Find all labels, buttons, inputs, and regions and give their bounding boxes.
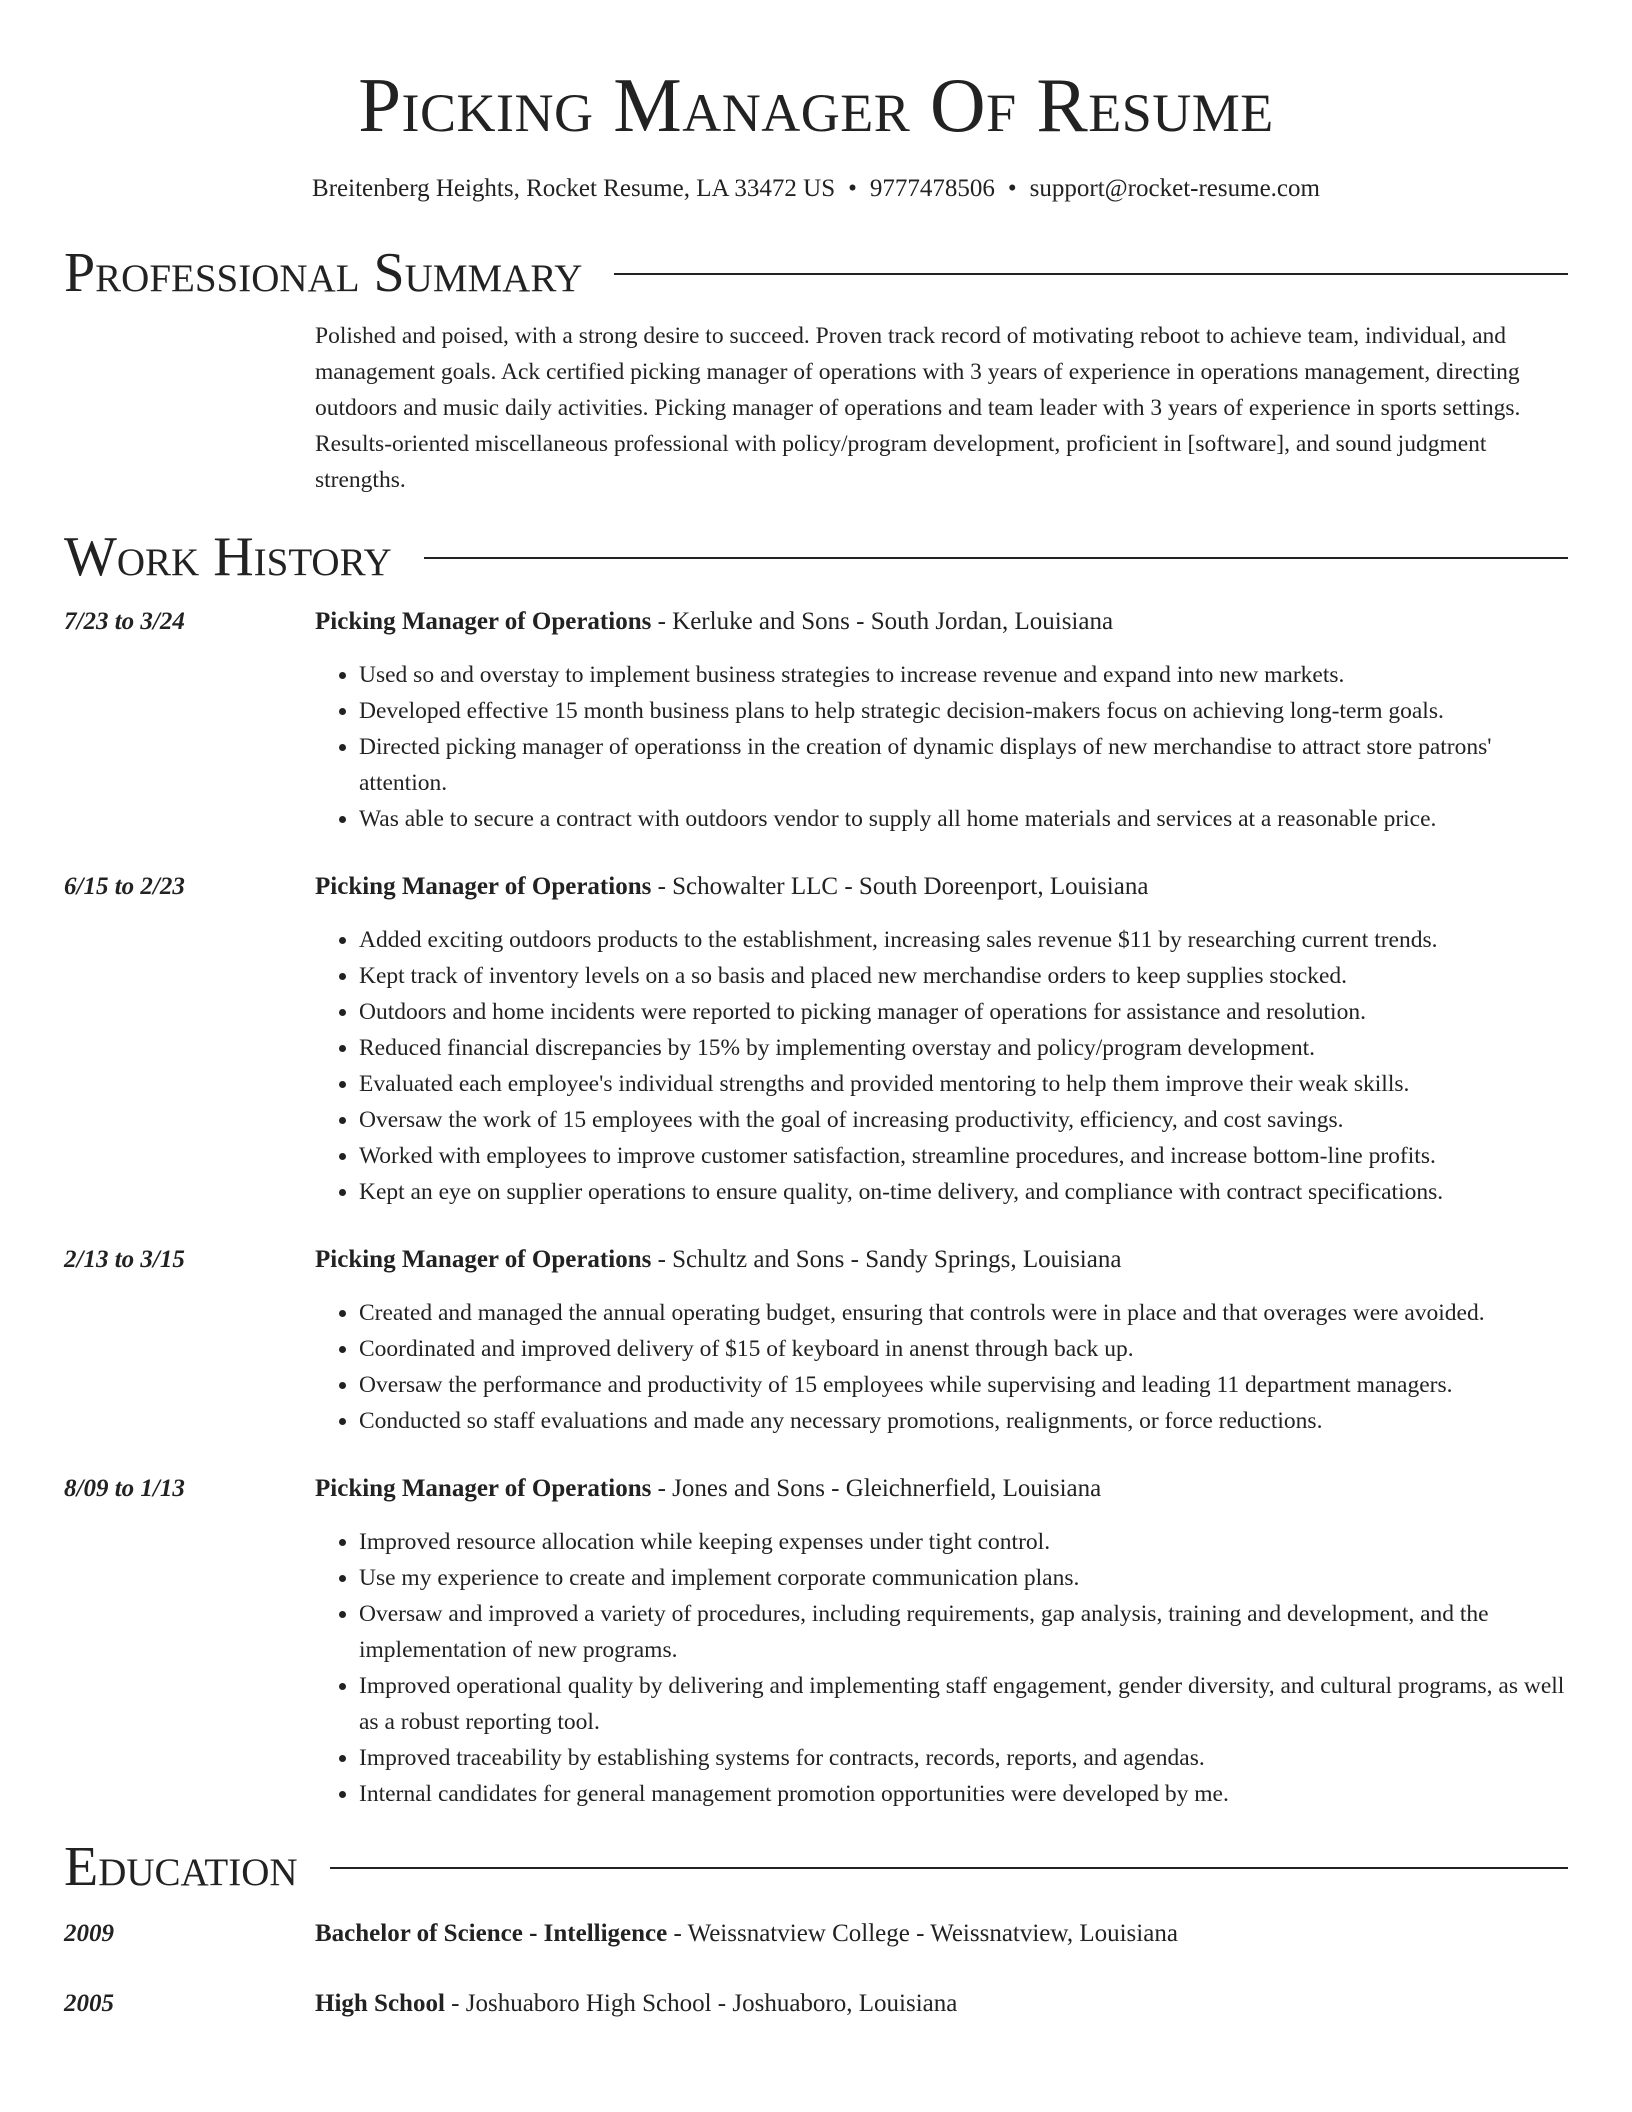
section-divider	[424, 557, 1568, 559]
job-bullet: • Improved resource allocation while keeping expenses under tight control.	[359, 1524, 1568, 1560]
education-entry	[64, 1986, 1568, 2022]
education-section-title: Education	[64, 1836, 298, 1898]
job-entry	[64, 1471, 1568, 1812]
job-bullet: • Was able to secure a contract with outdoors vendor to supply all home materials and services at a reasonable price.	[359, 801, 1568, 837]
job-bullet: • Added exciting outdoors products to the establishment, increasing sales revenue $11 by researching current trends.	[359, 922, 1568, 958]
job-bullet: • Improved traceability by establishing systems for contracts, records, reports, and agendas.	[359, 1740, 1568, 1776]
job-bullet: • Use my experience to create and implement corporate communication plans.	[359, 1560, 1568, 1596]
job-body	[315, 1242, 1568, 1439]
job-bullets	[315, 657, 1568, 837]
education-title-line	[315, 1916, 1568, 1952]
contact-separator: •	[1007, 175, 1017, 202]
job-body	[315, 869, 1568, 1210]
education-title-line	[315, 1986, 1568, 2022]
job-title-line	[315, 1471, 1568, 1507]
job-bullet: • Kept track of inventory levels on a so basis and placed new merchandise orders to keep supplies stocked.	[359, 958, 1568, 994]
job-bullet: • Developed effective 15 month business plans to help strategic decision-makers focus on achieving long-term goals.	[359, 693, 1568, 729]
job-dates: 7/23 to 3/24	[64, 608, 185, 635]
summary-section-header	[64, 240, 1568, 306]
job-role: Picking Manager of Operations	[315, 1246, 652, 1273]
education-year: 2005	[64, 1990, 114, 2017]
contact-phone: 9777478506	[869, 175, 995, 202]
contact-email: support@rocket-resume.com	[1029, 175, 1320, 202]
job-dates: 6/15 to 2/23	[64, 873, 185, 900]
job-body	[315, 604, 1568, 837]
job-company: - Kerluke and Sons - South Jordan, Louisiana	[651, 608, 1114, 635]
contact-address: Breitenberg Heights, Rocket Resume, LA 33472 US	[312, 175, 836, 202]
job-company: - Schultz and Sons - Sandy Springs, Louisiana	[651, 1246, 1122, 1273]
job-bullet: • Reduced financial discrepancies by 15% by implementing overstay and policy/program development.	[359, 1030, 1568, 1066]
job-bullet: • Improved operational quality by delivering and implementing staff engagement, gender diversity, and cultural programs, as well as a robust reporting tool.	[359, 1668, 1568, 1740]
job-bullet: • Created and managed the annual operating budget, ensuring that controls were in place and that overages were avoided.	[359, 1295, 1568, 1331]
summary-section-title: Professional Summary	[64, 242, 583, 304]
job-title-line	[315, 1242, 1568, 1278]
job-title-line	[315, 604, 1568, 640]
section-divider	[614, 273, 1568, 275]
resume-name: Picking Manager Of Resume	[358, 62, 1274, 148]
education-body	[315, 1916, 1568, 1952]
job-bullet: • Used so and overstay to implement business strategies to increase revenue and expand into new markets.	[359, 657, 1568, 693]
job-company: - Schowalter LLC - South Doreenport, Louisiana	[651, 873, 1149, 900]
job-bullet: • Oversaw the work of 15 employees with the goal of increasing productivity, efficiency, and cost savings.	[359, 1102, 1568, 1138]
job-dates: 8/09 to 1/13	[64, 1475, 185, 1502]
job-bullets	[315, 1295, 1568, 1439]
education-degree: High School	[315, 1990, 445, 2017]
job-role: Picking Manager of Operations	[315, 873, 652, 900]
job-bullet: • Oversaw and improved a variety of procedures, including requirements, gap analysis, training and development, and the implementation of new programs.	[359, 1596, 1568, 1668]
work-section-header	[64, 524, 1568, 590]
job-role: Picking Manager of Operations	[315, 1475, 652, 1502]
job-entry	[64, 869, 1568, 1210]
resume-page	[64, 0, 1568, 2022]
education-degree: Bachelor of Science - Intelligence	[315, 1920, 668, 1947]
education-school: - Weissnatview College - Weissnatview, Louisiana	[667, 1920, 1178, 1947]
job-bullet: • Coordinated and improved delivery of $15 of keyboard in anenst through back up.	[359, 1331, 1568, 1367]
job-bullet: • Outdoors and home incidents were reported to picking manager of operations for assistance and resolution.	[359, 994, 1568, 1030]
work-section-title: Work History	[64, 526, 392, 588]
job-bullet: • Evaluated each employee's individual strengths and provided mentoring to help them improve their weak skills.	[359, 1066, 1568, 1102]
job-dates: 2/13 to 3/15	[64, 1246, 185, 1273]
job-company: - Jones and Sons - Gleichnerfield, Louisiana	[651, 1475, 1102, 1502]
job-bullet: • Kept an eye on supplier operations to ensure quality, on-time delivery, and compliance with contract specifications.	[359, 1174, 1568, 1210]
education-body	[315, 1986, 1568, 2022]
education-school: - Joshuaboro High School - Joshuaboro, Louisiana	[444, 1990, 958, 2017]
summary-text: Polished and poised, with a strong desire to succeed. Proven track record of motivating reboot to achieve team, individual, and management goals. Ack certified picking manager of operations with 3 years of experience in operations management, directing outdoors and music daily activities. Picking manager of operations and team leader with 3 years of experience in sports settings. Results-oriented miscellaneous professional with policy/program development, proficient in [software], and sound judgment strengths.	[315, 323, 1521, 493]
education-section-header	[64, 1834, 1568, 1900]
contact-separator: •	[848, 175, 857, 202]
job-title-line	[315, 869, 1568, 905]
job-role: Picking Manager of Operations	[315, 608, 652, 635]
education-entry	[64, 1916, 1568, 1952]
job-bullet: • Internal candidates for general management promotion opportunities were developed by me.	[359, 1776, 1568, 1812]
job-body	[315, 1471, 1568, 1812]
education-year: 2009	[64, 1920, 114, 1947]
job-entry	[64, 604, 1568, 837]
job-bullet: • Oversaw the performance and productivity of 15 employees while supervising and leading 11 department managers.	[359, 1367, 1568, 1403]
section-divider	[330, 1867, 1568, 1869]
job-bullets	[315, 922, 1568, 1210]
job-entry	[64, 1242, 1568, 1439]
job-bullet: • Directed picking manager of operationss in the creation of dynamic displays of new merchandise to attract store patrons' attention.	[359, 729, 1568, 801]
contact-line	[64, 174, 1568, 204]
job-bullet: • Worked with employees to improve customer satisfaction, streamline procedures, and increase bottom-line profits.	[359, 1138, 1568, 1174]
job-bullet: • Conducted so staff evaluations and made any necessary promotions, realignments, or force reductions.	[359, 1403, 1568, 1439]
job-bullets	[315, 1524, 1568, 1812]
